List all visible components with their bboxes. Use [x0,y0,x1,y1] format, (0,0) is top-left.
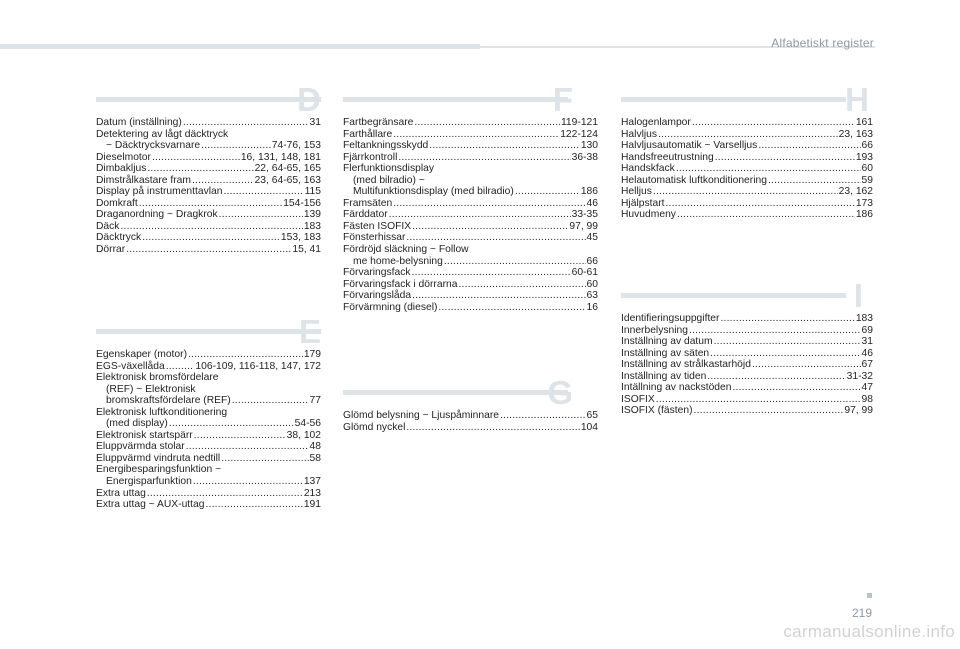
section-g [343,374,598,433]
entry-text: Multifunktionsdisplay (med bilradio) [353,186,514,198]
entry-text: Handskfack [621,163,675,175]
entry-text: Däcktryck [96,232,142,244]
entry-pages: 74-76, 153 [271,140,321,152]
entry-pages: 36-38 [571,151,598,163]
index-entry [96,244,321,256]
dot-leader [406,232,585,244]
index-entry [621,129,873,141]
page-number: 219 [851,606,872,620]
section-divider [621,97,846,102]
entry-pages: 186 [855,209,873,221]
entry-text: Extra uttag ~ AUX-uttag [96,499,205,511]
entry-text: Flerfunktionsdisplay [343,163,434,175]
entry-text: Display på instrumenttavlan [96,186,223,198]
entry-text: Helautomatisk luftkonditionering [621,174,767,186]
section-letter: H [845,81,869,118]
entry-text: Dimbakljus [96,163,147,175]
entry-pages: 161 [855,117,873,128]
index-entry [343,244,598,256]
entry-list [96,117,321,256]
entry-list [343,410,598,433]
entry-pages: 54-56 [294,418,321,430]
dot-leader [500,410,586,422]
section-divider [96,97,321,102]
entry-pages: 16 [586,301,598,313]
index-entry [343,140,598,152]
entry-pages: 66 [861,140,873,152]
entry-text: Förvaringsfack [343,267,411,279]
index-entry [343,290,598,302]
dot-leader [658,129,838,141]
entry-pages: 69 [861,324,873,336]
index-entry [343,129,598,141]
dot-leader [221,453,308,465]
entry-pages: 154-156 [283,197,321,209]
dot-leader [689,325,861,337]
entry-pages: 16, 131, 148, 181 [240,151,321,163]
index-entry [343,198,598,210]
entry-pages: 115 [304,186,321,198]
index-entry [96,395,321,407]
dot-leader [656,394,861,406]
index-entry [96,430,321,442]
section-letter: I [853,277,863,314]
entry-pages: 46 [586,197,598,209]
dot-leader [710,348,860,360]
entry-text: Huvudmeny [621,209,676,221]
index-entry [96,407,321,419]
dot-leader [201,140,271,152]
entry-pages: 191 [303,499,321,511]
entry-list [96,349,321,511]
entry-text: Fästen ISOFIX [343,220,412,232]
section-letter: F [552,81,573,118]
entry-text: Dörrar [96,244,126,256]
index-entry [96,499,321,511]
entry-pages: 97, 99 [569,220,598,232]
index-entry [343,267,598,279]
entry-pages: 31 [861,336,873,348]
entry-text: Inställning av strålkastarhöjd [621,359,751,371]
entry-pages: 183 [855,313,873,324]
entry-pages: 59 [861,174,873,186]
dot-leader [714,336,861,348]
index-entry [96,129,321,141]
entry-text: Däck [96,220,120,232]
index-entry [343,209,598,221]
index-entry [96,384,321,396]
index-entry [343,152,598,164]
entry-text: Draganordning ~ Dragkrok [96,209,218,221]
entry-pages: 137 [303,476,321,488]
entry-pages: 63 [586,290,598,302]
dot-leader [715,152,855,164]
index-entry [96,464,321,476]
entry-text: Förvaringslåda [343,290,412,302]
entry-text: Fartbegränsare [343,117,414,128]
entry-text: Domkraft [96,197,138,209]
dot-leader [147,163,253,175]
entry-pages: 15, 41 [292,244,321,256]
entry-text: Glömd belysning ~ Ljuspåminnare [343,410,499,421]
dot-leader [183,117,309,129]
entry-text: ~ Däcktrycksvarnare [106,140,201,152]
index-entry [621,140,873,152]
dot-leader [429,140,580,152]
header-bar [0,44,480,49]
dot-leader [444,256,586,268]
dot-leader [666,198,855,210]
entry-text: (med display) [106,418,168,430]
dot-leader [393,198,585,210]
entry-text: Identifieringsuppgifter [621,313,720,324]
dot-leader [707,371,845,383]
index-entry [343,410,598,422]
dot-leader [515,186,580,198]
section-header [343,374,598,411]
section-divider [343,97,568,102]
entry-pages: 33-35 [571,209,598,221]
section-divider [343,390,568,395]
index-entry [343,232,598,244]
entry-pages: 119-121 [560,117,598,128]
entry-pages: 65 [586,410,598,421]
section-divider [621,293,846,298]
dot-leader [720,313,854,325]
entry-text: Fjärrkontroll [343,151,398,163]
section-i [621,277,873,417]
entry-pages: 183 [303,220,321,232]
index-entry [621,209,873,221]
index-entry [96,361,321,373]
dot-leader [188,349,303,361]
dot-leader [412,290,585,302]
entry-text: bromskraftsfördelare (REF) [106,395,231,407]
entry-text: Fönsterhissar [343,232,406,244]
entry-pages: 38, 102 [286,429,321,441]
entry-text: Färddator [343,209,388,221]
index-entry [621,186,873,198]
dot-leader [692,117,855,129]
entry-pages: 106-109, 116-118, 147, 172 [195,360,321,372]
entry-list [621,117,873,221]
dot-leader [166,361,195,373]
entry-pages: 130 [580,140,598,152]
entry-text: Eluppvärmda stolar [96,441,185,453]
entry-pages: 60 [861,163,873,175]
entry-text: ISOFIX [621,393,655,405]
index-entry [96,476,321,488]
dot-leader [393,129,559,141]
entry-text: Feltankningsskydd [343,140,429,152]
entry-text: Halvljus [621,128,658,140]
dot-leader [147,488,303,500]
section-header [343,81,598,118]
index-entry [621,325,873,337]
dot-leader [406,422,579,434]
dot-leader [169,418,294,430]
entry-pages: 66 [586,255,598,267]
dot-leader [186,441,309,453]
entry-text: Elektronisk bromsfördelare [96,372,219,384]
entry-text: Inställning av datum [621,336,713,348]
index-entry [621,198,873,210]
page-marker [867,593,872,598]
entry-text: Hjälpstart [621,197,665,209]
entry-text: Datum (inställning) [96,117,182,128]
dot-leader [398,152,570,164]
dot-leader [232,395,309,407]
index-entry [621,163,873,175]
index-entry [96,186,321,198]
dot-leader [223,186,303,198]
index-entry [96,140,321,152]
section-f [343,81,598,313]
entry-pages: 97, 99 [844,405,873,417]
watermark: carmanualsonline.info [783,622,955,641]
index-entry [96,221,321,233]
index-entry [96,488,321,500]
entry-pages: 67 [861,359,873,371]
dot-leader [758,140,860,152]
index-entry [621,371,873,383]
entry-pages: 23, 163 [838,128,873,140]
index-entry [621,336,873,348]
entry-pages: 31 [309,117,321,128]
index-entry [96,152,321,164]
entry-text: Farthållare [343,128,393,140]
entry-text: Elektronisk startspärr [96,429,193,441]
dot-leader [768,175,861,187]
index-entry [621,175,873,187]
entry-text: Detektering av lågt däcktryck [96,128,229,140]
index-entry [343,186,598,198]
entry-text: Inställning av tiden [621,370,707,382]
index-entry [621,117,873,129]
dot-leader [412,267,571,279]
entry-pages: 173 [855,197,873,209]
dot-leader [694,405,844,417]
entry-pages: 104 [580,421,598,433]
index-entry [343,422,598,434]
index-entry [343,256,598,268]
index-entry [96,163,321,175]
dot-leader [414,117,560,129]
index-entry [343,175,598,187]
entry-pages: 139 [303,209,321,221]
dot-leader [193,476,303,488]
index-entry [96,232,321,244]
dot-leader [732,382,860,394]
entry-pages: 58 [309,452,321,464]
section-letter: E [298,313,321,350]
dot-leader [152,152,240,164]
entry-pages: 77 [309,395,321,407]
entry-text: Halvljusautomatik ~ Varselljus [621,140,758,152]
entry-text: Förvaringsfack i dörrarna [343,278,458,290]
index-entry [621,348,873,360]
entry-text: Extra uttag [96,487,146,499]
entry-text: Fördröjd släckning ~ Follow [343,244,469,256]
entry-text: Halogenlampor [621,117,691,128]
entry-text: Energisparfunktion [106,476,192,488]
entry-pages: 23, 64-65, 163 [254,174,321,186]
section-divider [96,329,321,334]
index-entry [96,441,321,453]
entry-pages: 179 [303,349,321,360]
entry-pages: 98 [861,393,873,405]
entry-pages: 46 [861,347,873,359]
dot-leader [126,244,291,256]
entry-text: (med bilradio) ~ [353,174,425,186]
entry-list [621,313,873,417]
dot-leader [120,221,302,233]
index-entry [343,221,598,233]
entry-text: Glömd nyckel [343,421,406,433]
entry-pages: 45 [586,232,598,244]
section-header [621,81,873,118]
dot-leader [677,209,855,221]
entry-text: me home-belysning [353,255,443,267]
section-e [96,313,321,511]
section-letter: G [547,374,573,411]
index-entry [621,405,873,417]
dot-leader [676,163,861,175]
dot-leader [205,499,302,511]
index-entry [343,163,598,175]
page-title: Alfabetiskt register [771,36,874,50]
entry-text: Egenskaper (motor) [96,349,187,360]
dot-leader [194,430,286,442]
entry-pages: 47 [861,382,873,394]
index-entry [96,209,321,221]
index-entry [96,349,321,361]
index-entry [96,453,321,465]
dot-leader [653,186,838,198]
section-header [96,81,321,118]
index-entry [621,313,873,325]
entry-text: Inställning av säten [621,347,710,359]
dot-leader [219,209,303,221]
index-entry [96,198,321,210]
section-letter: D [297,81,321,118]
entry-text: Dieselmotor [96,151,151,163]
entry-pages: 193 [855,151,873,163]
index-entry [621,394,873,406]
entry-pages: 153, 183 [280,232,321,244]
entry-text: Handsfreeutrustning [621,151,714,163]
dot-leader [438,302,585,314]
entry-pages: 48 [309,441,321,453]
entry-pages: 31-32 [846,370,873,382]
entry-pages: 213 [303,487,321,499]
index-entry [621,152,873,164]
dot-leader [412,221,568,233]
entry-text: Elektronisk luftkonditionering [96,406,228,418]
entry-text: EGS-växellåda [96,360,165,372]
entry-text: Framsäten [343,197,393,209]
dot-leader [389,209,571,221]
index-entry [343,117,598,129]
section-header [96,313,321,350]
entry-text: Energibesparingsfunktion ~ [96,464,222,476]
entry-text: Eluppvärmd vindruta nedtill [96,452,221,464]
section-d [96,81,321,256]
entry-pages: 60-61 [571,267,598,279]
entry-text: Helljus [621,186,652,198]
entry-text: Dimstrålkastare fram [96,174,191,186]
dot-leader [142,232,280,244]
dot-leader [192,175,254,187]
index-entry [621,382,873,394]
entry-text: (REF) ~ Elektronisk [106,383,196,395]
entry-text: Förvärmning (diesel) [343,301,438,313]
entry-pages: 23, 162 [838,186,873,198]
section-h [621,81,873,221]
index-entry [343,279,598,291]
section-header [621,277,873,314]
entry-list [343,117,598,313]
index-entry [96,175,321,187]
dot-leader [139,198,282,210]
entry-pages: 60 [586,278,598,290]
entry-text: Innerbelysning [621,324,688,336]
dot-leader [458,279,585,291]
index-entry [96,117,321,129]
index-entry [96,372,321,384]
dot-leader [752,359,861,371]
entry-text: Intällning av nackstöden [621,382,732,394]
entry-pages: 22, 64-65, 165 [254,163,321,175]
index-entry [96,418,321,430]
index-entry [343,302,598,314]
index-entry [621,359,873,371]
entry-pages: 122-124 [560,128,598,140]
entry-pages: 186 [580,186,598,198]
entry-text: ISOFIX (fästen) [621,405,693,417]
